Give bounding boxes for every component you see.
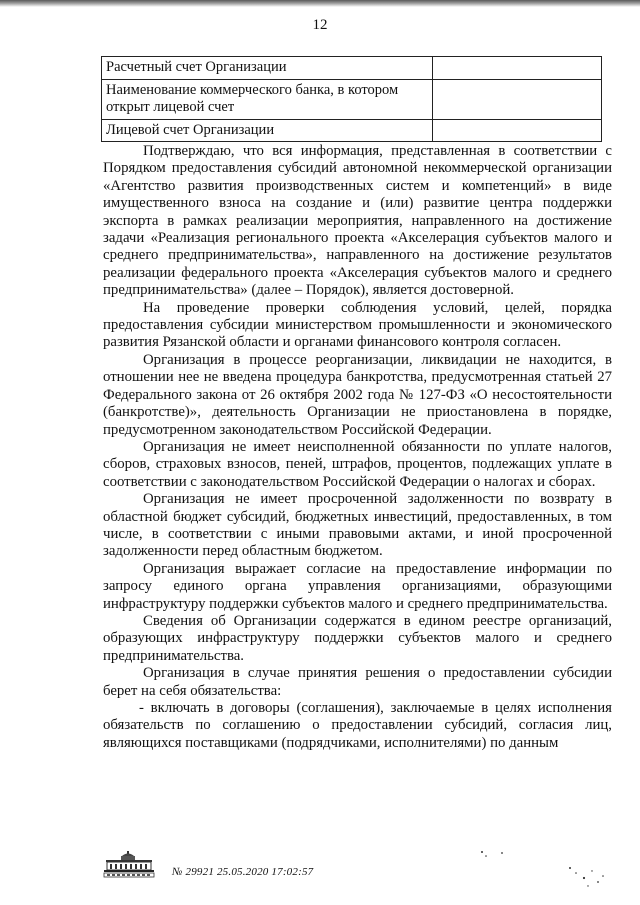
table-cell-label: Расчетный счет Организации xyxy=(102,57,433,80)
paragraph-no-budget-debt: Организация не имеет просроченной задолженности по возврату в областной бюджет субсидий, бюджетных инвестиций, предоставленных, в том числе, в соответствии с иными правовыми актами, и иной просроченной задолженности перед областным бюджетом. xyxy=(103,491,612,560)
government-building-logo xyxy=(100,850,158,878)
paragraph-obligations: Организация в случае принятия решения о предоставлении субсидии берет на себя обязательства: xyxy=(103,665,612,699)
paragraph-info-consent: Организация выражает согласие на предоставление информации по запросу единого органа управления организациями, образующими инфраструктуру поддержки субъектов малого и среднего предпринимательства. xyxy=(103,560,612,612)
scan-top-edge xyxy=(0,0,640,7)
paragraph-no-reorganization: Организация в процессе реорганизации, ликвидации не находится, в отношении нее не введена процедура банкротства, предусмотренная статьей 27 Федерального закона от 26 октября 2002 года № 127-ФЗ «О несостоятельности (банкротстве)», деятельность Организации не приостановлена в порядке, предусмотренном законодательством Российской Федерации. xyxy=(103,351,612,438)
paragraph-no-tax-debt: Организация не имеет неисполненной обязанности по уплате налогов, сборов, страховых взносов, пеней, штрафов, процентов, подлежащих уплате в соответствии с законодательством Российской Федерации о налогах и сборах. xyxy=(103,438,612,490)
table-cell-value xyxy=(433,57,602,80)
paragraph-registry: Сведения об Организации содержатся в едином реестре организаций, образующих инфраструктуру поддержки субъектов малого и среднего предпринимательства. xyxy=(103,612,612,664)
table-cell-value xyxy=(433,120,602,142)
table-row xyxy=(102,57,602,80)
page-number: 12 xyxy=(312,17,328,33)
list-item-obligation: - включать в договоры (соглашения), заключаемые в целях исполнения обязательств по соглашению о предоставлении субсидий, согласия лиц, являющихся поставщиками (подрядчиками, исполнителями) по данным xyxy=(103,700,612,751)
table-row xyxy=(102,80,602,120)
table-cell-value xyxy=(433,80,602,120)
details-table xyxy=(101,56,602,142)
table-cell-label: Наименование коммерческого банка, в котором открыт лицевой счет xyxy=(102,80,433,120)
registration-stamp: № 29921 25.05.2020 17:02:57 xyxy=(172,866,314,878)
document-body xyxy=(103,143,612,752)
paragraph-inspection-consent: На проведение проверки соблюдения условий, целей, порядка предоставления субсидии министерством промышленности и экономического развития Рязанской области и органами финансового контроля согласен. xyxy=(103,299,612,351)
table-cell-label: Лицевой счет Организации xyxy=(102,120,433,142)
table-row xyxy=(102,120,602,142)
paragraph-confirmation: Подтверждаю, что вся информация, представленная в соответствии с Порядком предоставления субсидий автономной некоммерческой организации «Агентство развития производственных систем и компетенций» в виде имущественного взноса на создание и (или) развитие центра поддержки экспорта в рамках реализации мероприятия, направленного на достижение задачи «Реализация регионального проекта «Акселерация субъектов малого и среднего предпринимательства», направленного на достижение результатов реализации федерального проекта «Акселерация субъектов малого и среднего предпринимательства» (далее – Порядок), является достоверной. xyxy=(103,143,612,299)
